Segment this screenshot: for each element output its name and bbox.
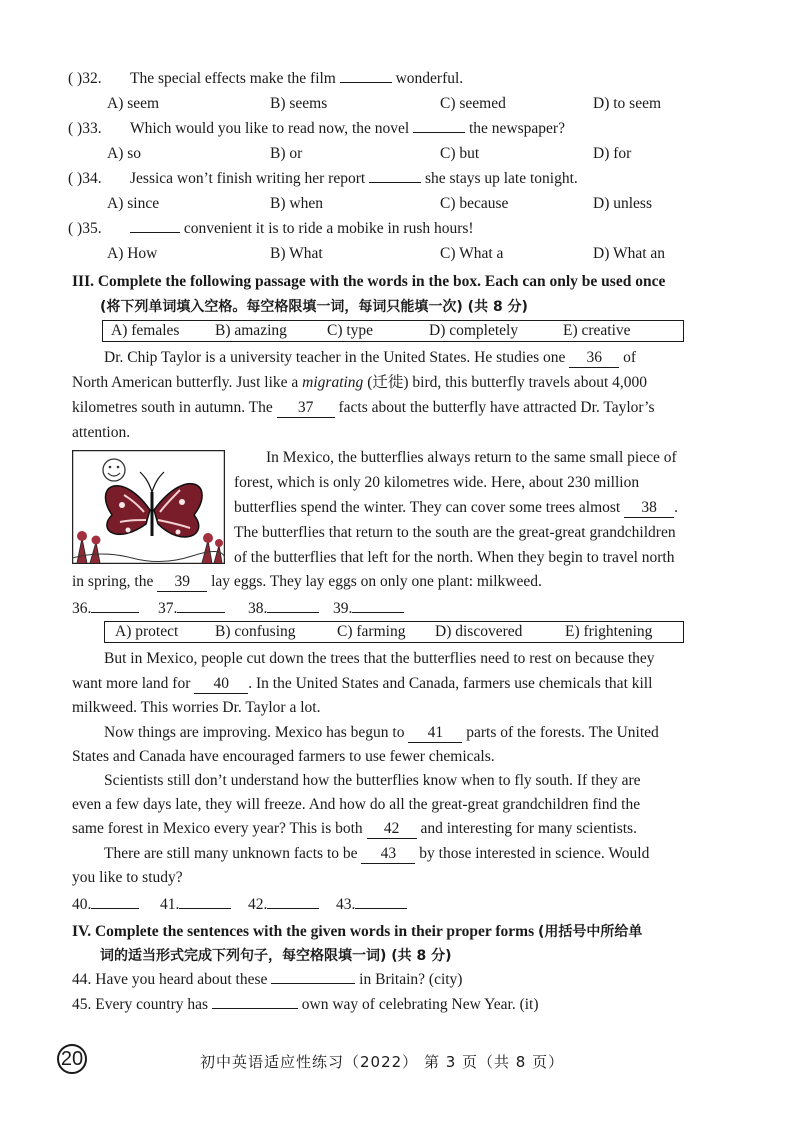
option-d: D) unless — [593, 195, 652, 212]
passage-line: kilometres south in autumn. The 37 facts about the butterfly have attracted Dr. Taylor’s — [72, 399, 655, 416]
passage-line: you like to study? — [72, 869, 183, 886]
option-c: C) because — [440, 195, 509, 212]
option-a: A) so — [107, 145, 142, 162]
section-4-subtitle: 词的适当形式完成下列句子，每空格限填一词) (共 8 分) — [100, 948, 452, 964]
passage-line: same forest in Mexico every year? This is both 42 and interesting for many scientists. — [72, 820, 637, 837]
passage-line: Now things are improving. Mexico has begun to 41 parts of the forests. The United — [104, 724, 659, 741]
question-stem: she stays up late tonight. — [421, 170, 578, 187]
answer-blank-42[interactable] — [267, 908, 319, 909]
passage-line: There are still many unknown facts to be 43 by those interested in science. Would — [104, 845, 650, 862]
passage-line: forest, which is only 20 kilometres wide. Here, about 230 million — [234, 474, 640, 491]
blank-43[interactable]: 43 — [361, 845, 415, 864]
answer-blank-37[interactable] — [177, 612, 225, 613]
passage-line: Dr. Chip Taylor is a university teacher in the United States. He studies one 36 of — [104, 349, 637, 366]
answer-blank[interactable] — [340, 82, 392, 83]
word-option: C) farming — [337, 623, 406, 640]
question-stem: The special effects make the film — [130, 70, 340, 87]
word-box-2 — [104, 621, 684, 643]
passage-line: milkweed. This worries Dr. Taylor a lot. — [72, 699, 321, 716]
word-option: A) protect — [115, 623, 179, 640]
answer-blank-45[interactable] — [212, 1008, 298, 1009]
option-a: A) How — [107, 245, 158, 262]
butterfly-illustration — [72, 450, 225, 564]
answer-blank-38[interactable] — [267, 612, 319, 613]
page-footer: 初中英语适应性练习（2022） 第 3 页（共 8 页） — [200, 1053, 565, 1071]
section-4-title: IV. Complete the sentences with the given words in their proper forms (用括号中所给单 — [72, 923, 643, 940]
question-44: 44. Have you heard about these in Britain? (city) — [72, 971, 463, 988]
blank-40[interactable]: 40 — [194, 675, 248, 694]
word-option: A) females — [111, 322, 180, 339]
question-number: ( )32. — [68, 70, 102, 87]
answer-blank[interactable] — [130, 232, 180, 233]
word-option: E) frightening — [565, 623, 653, 640]
passage-line: want more land for 40 . In the United States and Canada, farmers use chemicals that kill — [72, 675, 653, 692]
passage-line: Scientists still don’t understand how the butterflies know when to fly south. If they are — [104, 772, 641, 789]
word-option: C) type — [327, 322, 374, 339]
answer-blank-43[interactable] — [355, 908, 407, 909]
passage-line: butterflies spend the winter. They can cover some trees almost 38 . — [234, 499, 678, 516]
option-d: D) What an — [593, 245, 666, 262]
option-a: A) since — [107, 195, 160, 212]
option-c: C) seemed — [440, 95, 506, 112]
option-b: B) when — [270, 195, 323, 212]
question-number: ( )35. — [68, 220, 102, 237]
word-box-1 — [102, 320, 684, 342]
option-d: D) for — [593, 145, 632, 162]
blank-42[interactable]: 42 — [367, 820, 417, 839]
answer-blank[interactable] — [413, 132, 465, 133]
answer-blank-41[interactable] — [179, 908, 231, 909]
question-stem: Which would you like to read now, the novel — [130, 120, 414, 137]
passage-line: of the butterflies that left for the north. When they begin to travel north — [234, 549, 675, 566]
exam-page: ( )32. The special effects make the film wonderful. A) seem B) seems C) seemed D) to seem ( )33. Which would you like to read now, the novel the newspaper? A) so B) or C) but D) for ( )34. Jessica won’t finish writing her report she stays up late tonight. A) since B) when C) because D) unless ( )35. convenient it is to ride a mobike in rush hours! A) How B) What C) What a D) What an III. Complete the following passage with the words in the box. Each can only be used once (将下列单词填入空格。每空格限填一词，每词只能填一次) (共 8 分) A) females B) amazing C) type D) completely E) creative Dr. Chip Taylor is a university teacher in the United States. He studies one 36 of North American butterfly. Just like a migrating (迁徙) bird, this butterfly travels about 4,000 kilometres south in autumn. The 37 facts about the butterfly have attracted Dr. Taylor’s attention. In Mexico, the butterflies always return to the same small piece of forest, which is only 20 kilometres wide. Here, about 230 million butterflies spend the winter. They can cover some trees almost 38 . The butterflies that return to the south are the great-great grandchildren of the butterflies that left for the north. When they begin to travel north in spring, the 39 lay eggs. They lay eggs on only one plant: milkweed. 36. 37. 38. 39. A) protect B) confusing C) farming D) discovered E) frightening But in Mexico, people cut down the trees that the butterflies need to rest on because they want more land for 40 . In the United States and Canada, farmers use chemicals that kill milkweed. This worries Dr. Taylor a lot. Now things are improving. Mexico has begun to 41 parts of the forests. The United States and Canada have encouraged farmers to use fewer chemicals. Scientists still don’t understand how the butterflies know when to fly south. If they are even a few days late, they will freeze. And how do all the great-great grandchildren find the same forest in Mexico every year? This is both 42 and interesting for many scientists. There are still many unknown facts to be 43 by those interested in science. Would you like to study? 40. 41. 42. 43. IV. Complete the sentences with the given words in their proper forms (用括号中所给单 词的适当形式完成下列句子，每空格限填一词) (共 8 分) 44. Have you heard about these in Britain? (city) 45. Every country has own way of celebrating New Year. (it) 20 初中英语适应性练习（2022） 第 3 页（共 8 页） — [0, 0, 800, 1131]
passage-line: North American butterfly. Just like a migrating (迁徙) bird, this butterfly travels about 4,000 — [72, 374, 647, 391]
question-number: ( )33. — [68, 120, 102, 137]
answer-blank-40[interactable] — [91, 908, 139, 909]
passage-line: The butterflies that return to the south are the great-great grandchildren — [234, 524, 676, 541]
answer-blank[interactable] — [369, 182, 421, 183]
option-c: C) but — [440, 145, 480, 162]
word-option: D) discovered — [435, 623, 523, 640]
question-45: 45. Every country has own way of celebrating New Year. (it) — [72, 996, 539, 1013]
option-a: A) seem — [107, 95, 160, 112]
word-option: E) creative — [563, 322, 631, 339]
word-option: B) confusing — [215, 623, 296, 640]
answer-blank-44[interactable] — [271, 983, 355, 984]
section-3-title: III. Complete the following passage with the words in the box. Each can only be used once — [72, 273, 666, 290]
question-number: ( )34. — [68, 170, 102, 187]
section-3-subtitle: (将下列单词填入空格。每空格限填一词，每词只能填一次) (共 8 分) — [100, 299, 528, 315]
passage-line: States and Canada have encouraged farmers to use fewer chemicals. — [72, 748, 495, 765]
blank-37[interactable]: 37 — [277, 399, 335, 418]
passage-line: in spring, the 39 lay eggs. They lay eggs on only one plant: milkweed. — [72, 573, 542, 590]
passage-line: attention. — [72, 424, 131, 441]
passage-line: But in Mexico, people cut down the trees that the butterflies need to rest on because they — [104, 650, 655, 667]
passage-line: even a few days late, they will freeze. And how do all the great-great grandchildren find the — [72, 796, 641, 813]
question-stem: Jessica won’t finish writing her report — [130, 170, 370, 187]
answer-blank-36[interactable] — [91, 612, 139, 613]
page-number-circle: 20 — [57, 1044, 87, 1074]
blank-39[interactable]: 39 — [157, 573, 207, 592]
blank-41[interactable]: 41 — [408, 724, 462, 743]
option-c: C) What a — [440, 245, 504, 262]
blank-36[interactable]: 36 — [569, 349, 619, 368]
option-b: B) or — [270, 145, 303, 162]
word-option: D) completely — [429, 322, 519, 339]
question-stem: the newspaper? — [465, 120, 565, 137]
answer-blank-39[interactable] — [352, 612, 404, 613]
question-stem: convenient it is to ride a mobike in rush hours! — [180, 220, 474, 237]
passage-line: In Mexico, the butterflies always return to the same small piece of — [266, 449, 677, 466]
option-b: B) seems — [270, 95, 328, 112]
blank-38[interactable]: 38 — [624, 499, 674, 518]
word-option: B) amazing — [215, 322, 287, 339]
option-d: D) to seem — [593, 95, 662, 112]
option-b: B) What — [270, 245, 323, 262]
question-stem: wonderful. — [391, 70, 464, 87]
